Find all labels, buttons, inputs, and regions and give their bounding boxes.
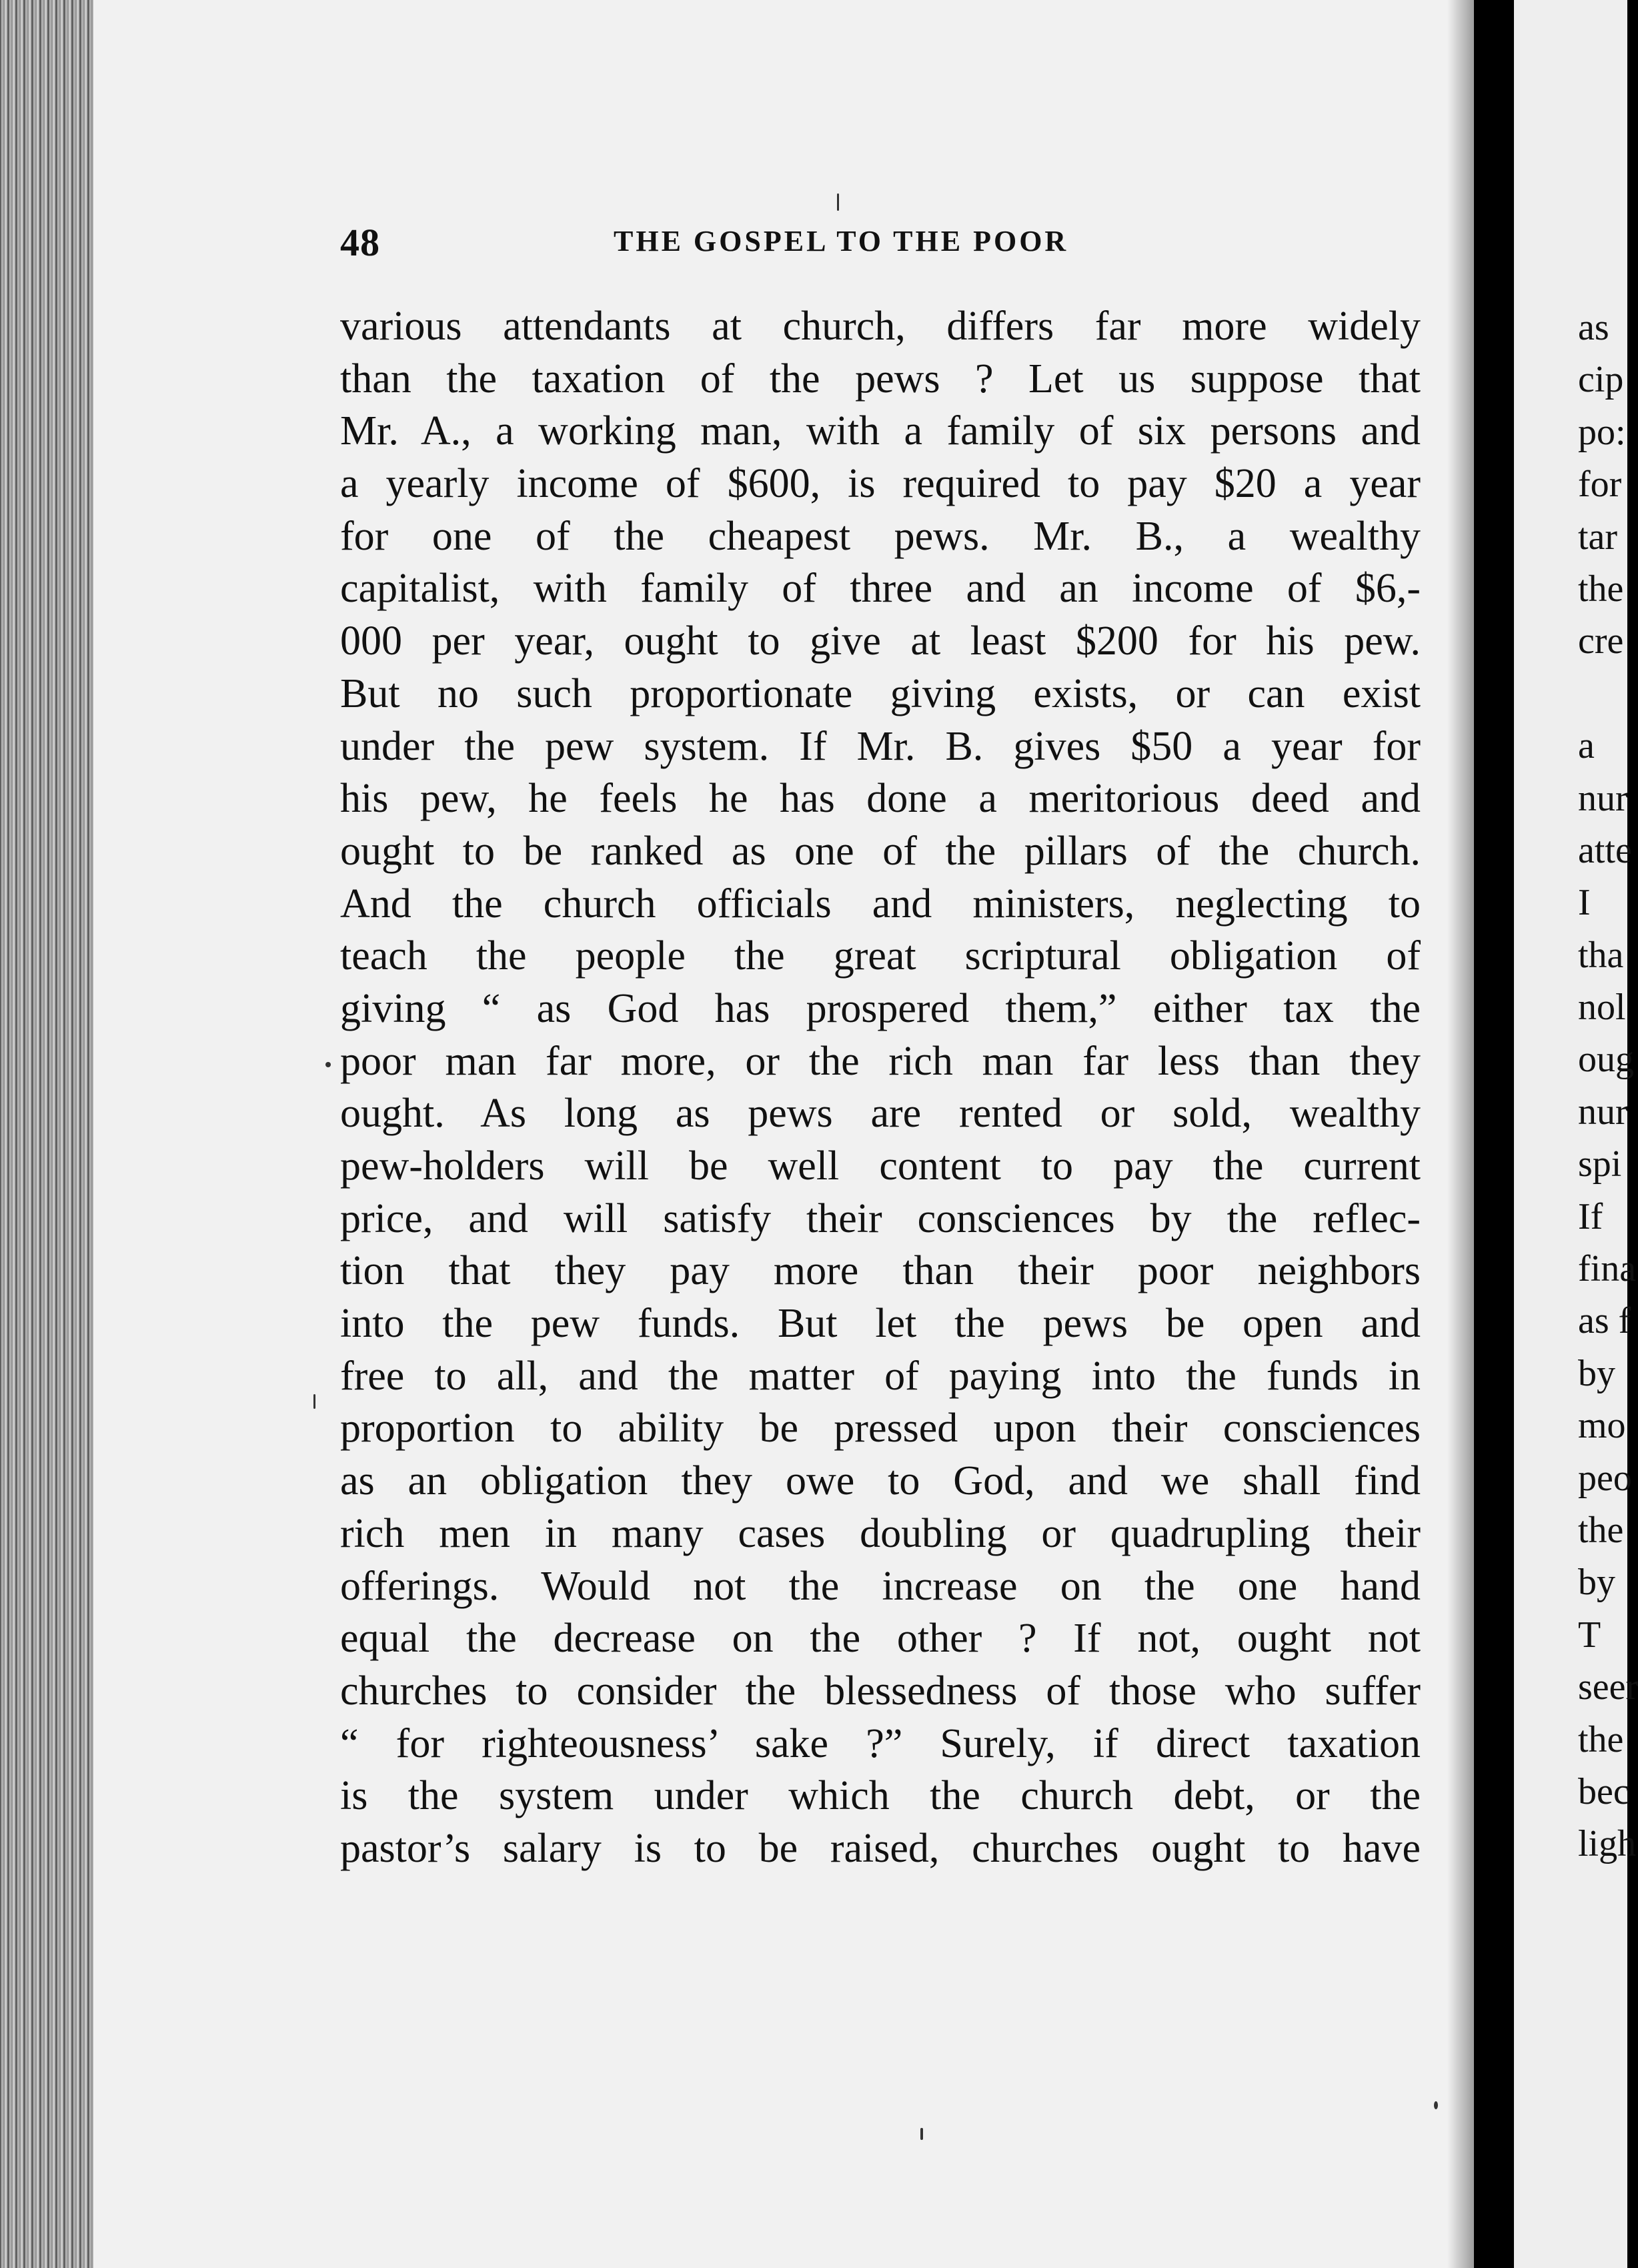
text-line: ought. As long as pews are rented or sold, wealthy bbox=[340, 1091, 1421, 1137]
facing-page-line: by bbox=[1578, 1352, 1615, 1394]
text-line: than the taxation of the pews ? Let us suppose that bbox=[340, 356, 1421, 402]
facing-page-line bbox=[1578, 668, 1638, 720]
text-line: pew-holders will be well content to pay the current bbox=[340, 1143, 1421, 1189]
text-line: 000 per year, ought to give at least $200 for his pew. bbox=[340, 618, 1421, 664]
facing-page-line: tar bbox=[1578, 516, 1618, 558]
text-line: tion that they pay more than their poor neighbors bbox=[340, 1248, 1421, 1294]
facing-page-line: as f bbox=[1578, 1300, 1631, 1342]
running-head-title: THE GOSPEL TO THE POOR bbox=[614, 225, 1069, 257]
text-line: as an obligation they owe to God, and we shall find bbox=[340, 1458, 1421, 1504]
facing-page-line: the bbox=[1578, 568, 1624, 610]
facing-page-line: If bbox=[1578, 1195, 1603, 1237]
text-line: “ for righteousness’ sake ?” Surely, if direct taxation bbox=[340, 1720, 1421, 1766]
facing-page-text bbox=[1578, 302, 1638, 1870]
facing-page-line: the bbox=[1578, 1718, 1624, 1760]
print-speck bbox=[313, 1394, 315, 1409]
text-line: giving “ as God has prospered them,” either tax the bbox=[340, 985, 1421, 1031]
facing-page-line: po: bbox=[1578, 411, 1626, 453]
text-line: into the pew funds. But let the pews be open and bbox=[340, 1301, 1421, 1347]
print-speck bbox=[920, 2128, 923, 2140]
facing-page-line: tha bbox=[1578, 934, 1624, 976]
facing-page-line: cre bbox=[1578, 620, 1624, 662]
facing-page-line: spi bbox=[1578, 1143, 1622, 1185]
text-line: teach the people the great scriptural obligation of bbox=[340, 933, 1421, 979]
facing-page-line: fina bbox=[1578, 1248, 1637, 1290]
text-line: price, and will satisfy their consciences by the reflec- bbox=[340, 1195, 1421, 1241]
facing-page-line: peo bbox=[1578, 1457, 1632, 1499]
book-gutter bbox=[1474, 0, 1514, 2268]
facing-page-line: mo bbox=[1578, 1405, 1626, 1447]
text-line: for one of the cheapest pews. Mr. B., a wealthy bbox=[340, 513, 1421, 559]
facing-page-line: for bbox=[1578, 464, 1622, 506]
facing-page-line: T bbox=[1578, 1614, 1601, 1656]
text-line: is the system under which the church debt, or the bbox=[340, 1773, 1421, 1819]
page-number: 48 bbox=[340, 221, 380, 264]
running-head bbox=[340, 220, 1140, 287]
text-line: a yearly income of $600, is required to pay $20 a year bbox=[340, 461, 1421, 507]
facing-page-line: the bbox=[1578, 1509, 1624, 1551]
facing-page-line: atte bbox=[1578, 829, 1632, 871]
text-line: under the pew system. If Mr. B. gives $50 a year for bbox=[340, 723, 1421, 769]
text-line: proportion to ability be pressed upon their consciences bbox=[340, 1405, 1421, 1452]
facing-page-line: oug bbox=[1578, 1039, 1634, 1081]
text-line: Mr. A., a working man, with a family of six persons and bbox=[340, 408, 1421, 454]
facing-page-line: a bbox=[1578, 725, 1595, 767]
text-line: free to all, and the matter of paying into the funds in bbox=[340, 1353, 1421, 1399]
body-text bbox=[340, 300, 1421, 1875]
facing-page bbox=[1514, 0, 1638, 2268]
facing-page-line: seer bbox=[1578, 1666, 1638, 1708]
text-line: capitalist, with family of three and an income of $6,- bbox=[340, 566, 1421, 612]
facing-page-line: nol bbox=[1578, 987, 1626, 1029]
facing-page-line: as bbox=[1578, 307, 1609, 348]
facing-page-line: by bbox=[1578, 1562, 1615, 1604]
text-line: But no such proportionate giving exists, or can exist bbox=[340, 670, 1421, 716]
text-line: his pew, he feels he has done a meritorious deed and bbox=[340, 776, 1421, 822]
text-line: equal the decrease on the other ? If not, ought not bbox=[340, 1616, 1421, 1662]
print-speck bbox=[1434, 2101, 1438, 2109]
print-speck bbox=[325, 1062, 331, 1067]
text-line: ought to be ranked as one of the pillars of the church. bbox=[340, 828, 1421, 874]
text-line: various attendants at church, differs far more widely bbox=[340, 304, 1421, 349]
facing-page-line: nur bbox=[1578, 1091, 1628, 1133]
facing-page-line: nur bbox=[1578, 777, 1628, 819]
text-line: rich men in many cases doubling or quadrupling their bbox=[340, 1510, 1421, 1556]
text-line: poor man far more, or the rich man far less than they bbox=[340, 1038, 1421, 1084]
text-line: churches to consider the blessedness of those who suffer bbox=[340, 1668, 1421, 1714]
text-line: offerings. Would not the increase on the one hand bbox=[340, 1563, 1421, 1609]
print-speck bbox=[837, 193, 839, 211]
facing-page-line: I bbox=[1578, 882, 1591, 924]
facing-page-line: ligh bbox=[1578, 1823, 1637, 1865]
page-edge-stack bbox=[0, 0, 96, 2268]
text-line: And the church officials and ministers, neglecting to bbox=[340, 881, 1421, 927]
facing-page-line: bec bbox=[1578, 1770, 1630, 1812]
text-line: pastor’s salary is to be raised, churches ought to have bbox=[340, 1825, 1421, 1871]
facing-page-line: cip bbox=[1578, 359, 1624, 401]
